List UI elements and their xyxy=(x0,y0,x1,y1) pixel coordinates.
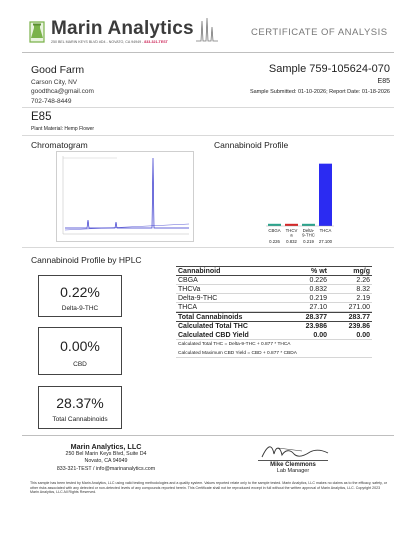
chromatogram-trace xyxy=(57,152,193,241)
cannabinoid-results-table xyxy=(176,266,372,358)
chromatogram-title: Chromatogram xyxy=(31,140,88,150)
sample-dates: Sample Submitted: 01-10-2026; Report Date: 01-18-2026 xyxy=(249,89,390,95)
table-note-cbd: Calculated Maximum CBD Yield = CBD + 0.877 * CBDA xyxy=(176,349,372,358)
profile-bar-delta-9-thc xyxy=(302,224,315,226)
summary-box-cbd xyxy=(38,327,122,375)
table-row: THCVa 0.832 8.32 xyxy=(178,285,370,293)
signature-image xyxy=(258,440,330,462)
lab-address-2: Novato, CA 94949 xyxy=(84,458,128,464)
profile-bar-thcv-a xyxy=(285,224,298,226)
sample-code: E85 xyxy=(377,78,390,85)
footer-divider xyxy=(22,435,394,436)
header-divider xyxy=(22,52,394,53)
table-row: THCA 27.10 271.00 xyxy=(178,303,370,311)
lab-contact: 833-321-TEST / info@marinanalytics.com xyxy=(56,466,156,472)
profile-bar-thca xyxy=(319,164,332,226)
profile-category-label: THCV a xyxy=(285,228,298,238)
lab-flask-logo-icon xyxy=(27,20,47,44)
table-header-row: Cannabinoid % wt mg/g xyxy=(178,267,370,275)
lab-address-1: 250 Bel Marin Keys Blvd, Suite D4 xyxy=(65,451,147,457)
product-divider xyxy=(22,135,394,136)
summary-label: CBD xyxy=(73,361,87,368)
disclaimer-text: This sample has been tested by Marin Analytics, LLC using valid testing methodologies and a quality system. Values reported relate only to the sample tested. Marin Analytics, LLC makes no claims as to the efficacy, safety, or other risks associated with any detected or non-detected levels of any compounds reported herein. This Certificate shall not be reproduced except in full without the written approval of Marin Analytics, LLC. Copyright 2023 Marin Analytics, LLC All Rights Reserved. xyxy=(30,481,387,495)
profile-category-label: CBGA xyxy=(268,228,281,233)
table-row: CBGA 0.226 2.26 xyxy=(178,276,370,284)
summary-value: 0.00% xyxy=(60,338,100,354)
profile-value-label: 0.832 xyxy=(286,239,297,244)
summary-label: Delta-9-THC xyxy=(61,305,99,312)
sample-id: Sample 759-105624-070 xyxy=(268,63,390,75)
table-note-thc: Calculated Total THC = Delta-9-THC + 0.877 * THCA xyxy=(178,342,291,347)
table-row: Delta-9-THC 0.219 2.19 xyxy=(178,294,370,302)
client-phone: 702-748-8449 xyxy=(31,98,72,105)
table-calc-cbd-row: Calculated CBD Yield 0.00 0.00 xyxy=(178,331,370,339)
plant-material: Plant Material: Hemp Flower xyxy=(31,126,95,132)
summary-box-total xyxy=(38,386,122,429)
brand-name: Marin Analytics xyxy=(51,18,194,39)
chromatogram-peaks-icon xyxy=(196,17,218,43)
lab-name: Marin Analytics, LLC xyxy=(70,442,142,451)
summary-box-delta9 xyxy=(38,275,122,317)
client-name: Good Farm xyxy=(31,64,85,76)
profile-bar-cbga xyxy=(268,224,281,226)
chart-divider xyxy=(22,247,394,248)
chromatogram-image xyxy=(56,151,194,242)
profile-category-label: Delta-9-THC xyxy=(302,228,315,238)
cannabinoid-profile-chart xyxy=(262,149,340,245)
table-total-row: Total Cannabinoids 28.377 283.77 xyxy=(178,313,370,321)
hplc-title: Cannabinoid Profile by HPLC xyxy=(31,255,142,265)
profile-chart-svg xyxy=(262,149,340,245)
brand-address: 250 BEL MARIN KEYS BLVD #D4 - NOVATO, CA 94949 - 833-321-TEST xyxy=(51,40,168,44)
signer-name: Mike Clemmons xyxy=(258,460,328,468)
summary-value: 0.22% xyxy=(60,284,100,300)
summary-label: Total Cannabinoids xyxy=(52,416,108,423)
client-city: Carson City, NV xyxy=(31,79,78,86)
signer-title: Lab Manager xyxy=(276,468,310,474)
profile-value-label: 0.226 xyxy=(269,239,280,244)
table-calc-thc-row: Calculated Total THC 23.986 239.86 xyxy=(178,323,370,330)
document-type: CERTIFICATE OF ANALYSIS xyxy=(251,27,388,38)
profile-value-label: 0.219 xyxy=(303,239,314,244)
client-email: goodthca@gmail.com xyxy=(31,88,94,95)
product-name: E85 xyxy=(31,111,52,123)
profile-title: Cannabinoid Profile xyxy=(214,140,289,150)
summary-value: 28.37% xyxy=(56,395,104,411)
profile-value-label: 27.100 xyxy=(318,239,333,244)
info-divider xyxy=(22,107,394,108)
report-header xyxy=(0,0,416,52)
profile-category-label: THCA xyxy=(319,228,332,233)
